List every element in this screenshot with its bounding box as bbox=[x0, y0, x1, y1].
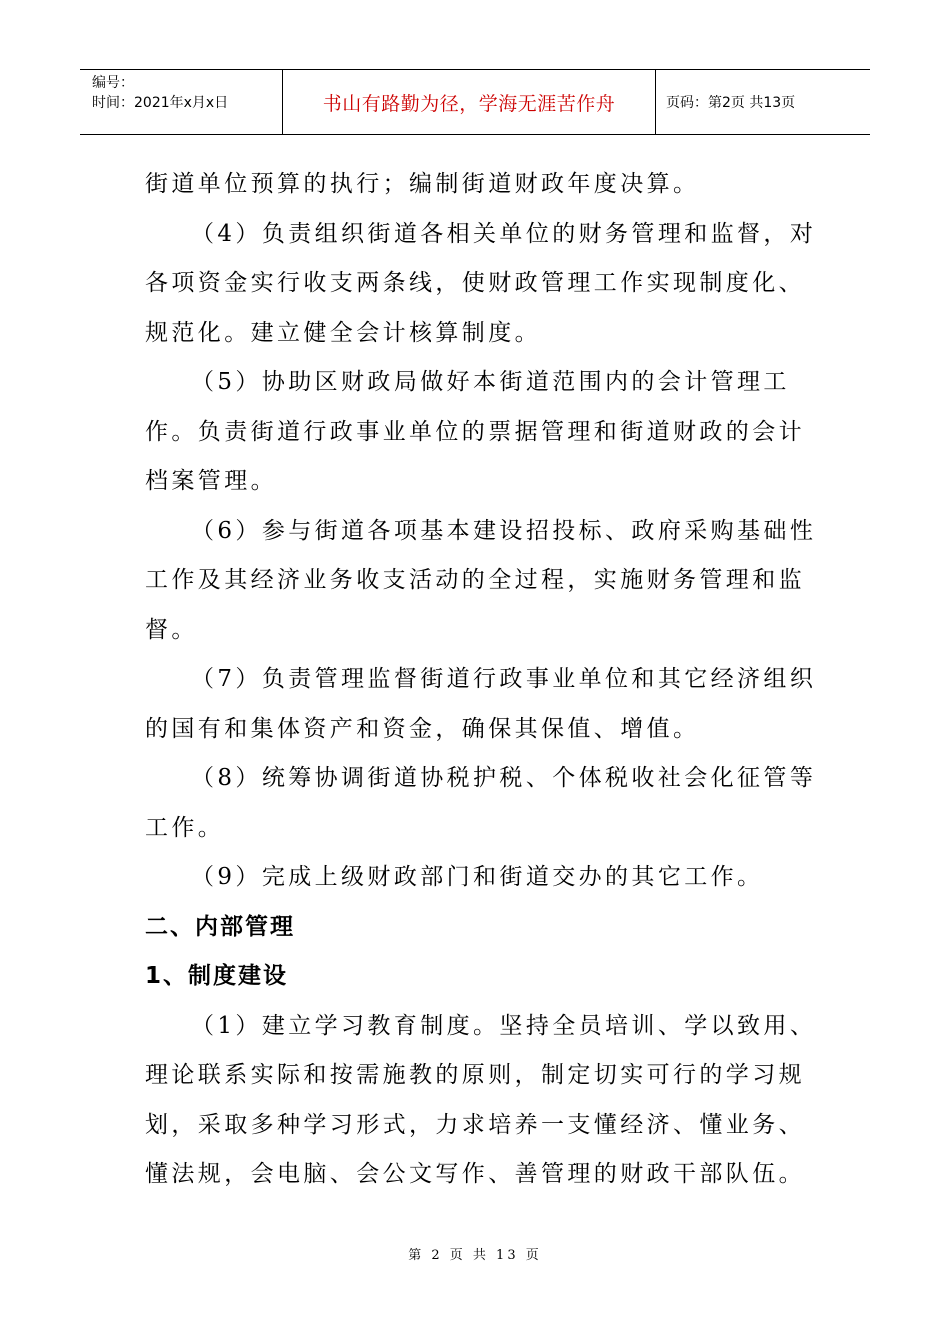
page-footer: 第 2 页 共 13 页 bbox=[408, 1248, 542, 1263]
document-number-label: 编号： bbox=[92, 75, 134, 91]
header-page-info: 页码：第2页 共13页 bbox=[666, 95, 796, 111]
paragraph: （4）负责组织街道各相关单位的财务管理和监督，对各项资金实行收支两条线，使财政管理工作实现制度化、规范化。建立健全会计核算制度。 bbox=[145, 220, 817, 346]
paragraph: 街道单位预算的执行；编制街道财政年度决算。 bbox=[145, 171, 700, 197]
paragraph: （9）完成上级财政部门和街道交办的其它工作。 bbox=[191, 864, 764, 890]
header-motto: 书山有路勤为径，学海无涯苦作舟 bbox=[283, 70, 656, 134]
header-meta bbox=[80, 70, 283, 134]
page-header bbox=[80, 69, 870, 135]
subsection-heading: 1、制度建设 bbox=[145, 963, 289, 989]
paragraph: （1）建立学习教育制度。坚持全员培训、学以致用、理论联系实际和按需施教的原则，制定切实可行的学习规划，采取多种学习形式，力求培养一支懂经济、懂业务、懂法规，会电脑、会公文写作、善管理的财政干部队伍。 bbox=[145, 1012, 817, 1187]
section-heading: 二、内部管理 bbox=[145, 913, 295, 940]
document-body bbox=[145, 160, 825, 1200]
paragraph: （5）协助区财政局做好本街道范围内的会计管理工作。负责街道行政事业单位的票据管理和街道财政的会计档案管理。 bbox=[145, 369, 805, 494]
paragraph: （8）统筹协调街道协税护税、个体税收社会化征管等工作。 bbox=[145, 765, 817, 841]
paragraph: （6）参与街道各项基本建设招投标、政府采购基础性工作及其经济业务收支活动的全过程，实施财务管理和监督。 bbox=[145, 517, 817, 643]
paragraph: （7）负责管理监督街道行政事业单位和其它经济组织的国有和集体资产和资金，确保其保值、增值。 bbox=[145, 666, 817, 742]
document-time-label: 时间：2021年x月x日 bbox=[92, 95, 229, 111]
